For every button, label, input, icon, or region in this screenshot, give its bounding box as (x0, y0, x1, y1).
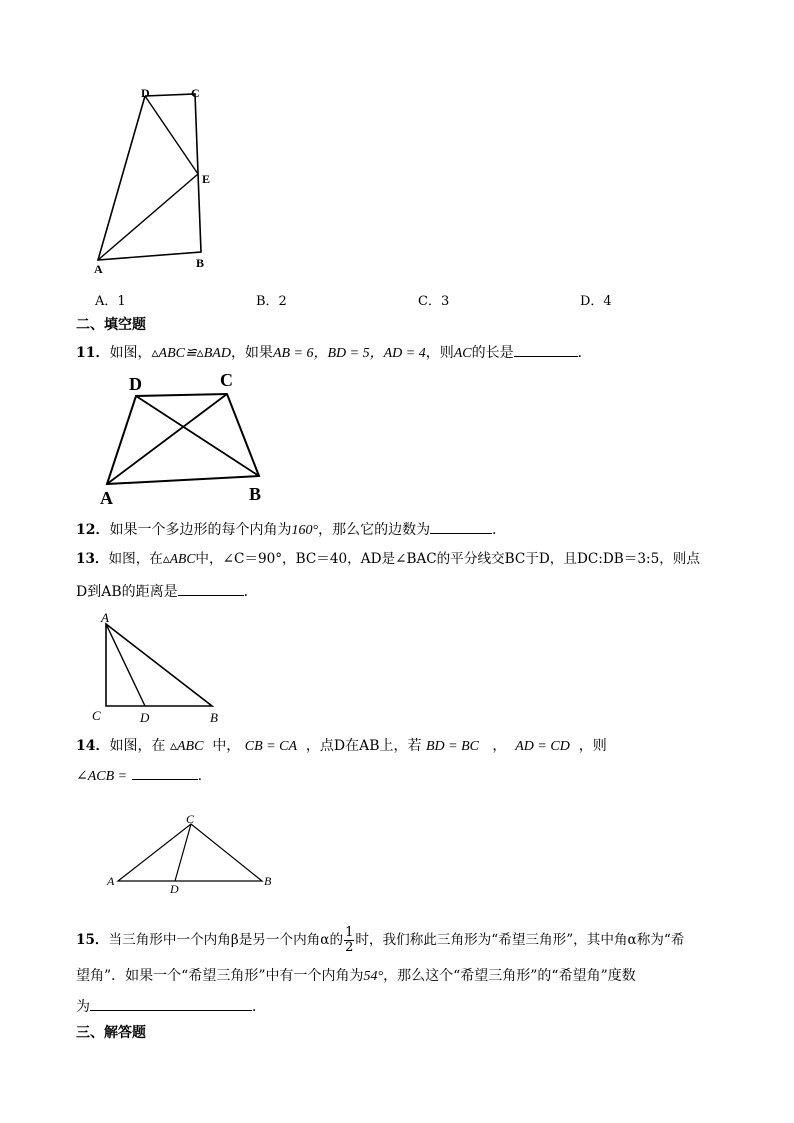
q11-text (76, 342, 592, 364)
q13-figure (90, 610, 230, 728)
q14-label-d: D (170, 882, 179, 896)
q14-label-a: A (107, 874, 115, 888)
q11-mid: ，如果 (230, 345, 273, 361)
q14-mid2: ，点D在AB上，若 (305, 738, 422, 754)
q14-outline (118, 824, 262, 881)
q10-label-c: C (191, 86, 200, 100)
q14-text-line2 (76, 765, 202, 787)
q11-pre: 如图， (109, 345, 152, 361)
q14-pre: 如图，在 (109, 738, 166, 754)
q13-answer-blank[interactable] (178, 581, 244, 596)
q10-segment-de (145, 96, 198, 174)
q11-label-c: C (220, 370, 233, 390)
q13-bisector-ad (106, 624, 145, 706)
q12-number: 12． (76, 522, 110, 538)
q15-text-line1 (76, 926, 684, 955)
q14-label-c: C (186, 812, 195, 826)
q12-pre: 如果一个多边形的每个内角为 (109, 522, 292, 538)
q11-post1: ，则 (425, 345, 454, 361)
q15-fraction-denominator: 2 (345, 940, 354, 955)
q11-label-b: B (249, 484, 262, 504)
q10-figure (88, 82, 218, 278)
q13-label-a: A (101, 610, 109, 625)
section-3-title: 三、解答题 (76, 1025, 146, 1041)
q13-right-triangle-diagram (90, 610, 230, 728)
section-2-title: 二、填空题 (76, 317, 146, 333)
q14-triangle-diagram (104, 812, 284, 896)
q11-outline (107, 394, 259, 484)
q15-answer-blank[interactable] (90, 996, 252, 1011)
q15-text2b: ，那么这个“希望三角形”的“希望角”度数 (383, 968, 636, 984)
q11-figure (92, 366, 278, 506)
q14-figure (104, 812, 284, 896)
q14-eq3: AD = CD (515, 739, 570, 754)
q15-angle: 54° (363, 969, 384, 984)
q10-option-a[interactable]: A．1 (95, 294, 126, 309)
q15-text2a: 望角”．如果一个“希望三角形”中有一个内角为 (76, 968, 364, 984)
q12-text (76, 519, 506, 541)
q11-end: ． (577, 345, 592, 361)
q14-answer-blank[interactable] (132, 765, 198, 780)
q11-conditions: AB = 6，BD = 5，AD = 4 (272, 346, 426, 361)
q14-mid3: ， (492, 738, 507, 754)
q10-option-d[interactable]: D．4 (580, 294, 612, 309)
q11-segment-ac (107, 394, 227, 484)
q15-end: ． (252, 999, 266, 1015)
q13-text1b: 中，∠C＝90°，BC＝40，AD是∠BAC的平分线交BC于D，且DC:DB＝3:5，则点 (195, 551, 700, 567)
q15-text1a: 当三角形中一个内角β是另一个内角α的 (108, 932, 344, 948)
q11-label-d: D (129, 374, 142, 394)
q15-text1b: 时，我们称此三角形为“希望三角形”，其中角α称为“希 (355, 932, 685, 948)
q13-label-b: B (210, 710, 218, 725)
q15-fraction-numerator: 1 (345, 925, 354, 940)
q11-segment-bd (136, 396, 259, 476)
q14-triangle: ▵ABC (169, 739, 204, 754)
q14-eq1: CB = CA (244, 739, 297, 754)
q12-angle: 160° (291, 523, 319, 538)
q11-answer-blank[interactable] (514, 342, 578, 357)
q13-label-d: D (140, 710, 150, 725)
q13-text2: D到AB的距离是 (76, 584, 178, 600)
q15-number: 15． (76, 932, 109, 948)
q12-end: ． (492, 522, 507, 538)
q10-quadrilateral-diagram (88, 82, 218, 278)
q12-answer-blank[interactable] (430, 519, 492, 534)
q13-text-line1 (76, 549, 700, 569)
q15-text-line3 (76, 996, 266, 1017)
q11-label-a: A (100, 488, 113, 506)
q12-post: ，那么它的边数为 (318, 522, 431, 538)
q10-label-b: B (196, 256, 205, 270)
q13-number: 13． (76, 551, 109, 567)
q14-ask: ∠ACB = (76, 769, 128, 784)
q14-end: . (197, 768, 203, 784)
q10-label-e: E (202, 172, 211, 186)
q10-outline (98, 94, 201, 260)
q10-label-d: D (141, 86, 150, 100)
q13-end: ． (243, 584, 258, 600)
q10-option-c[interactable]: C．3 (418, 294, 450, 309)
q11-triangle-diagram (92, 366, 278, 506)
q14-text-line1 (76, 736, 607, 757)
q14-number: 14． (76, 738, 110, 754)
q11-congruence: ▵ABC≌▵BAD (151, 346, 231, 361)
q15-text3: 为 (76, 999, 90, 1015)
q15-fraction (344, 926, 354, 955)
q13-triangle: ▵ABC (162, 551, 196, 566)
q14-segment-cd (175, 824, 191, 881)
q10-segment-ae (98, 174, 198, 260)
q11-number: 11． (76, 345, 110, 361)
q11-post2: 的长是 (471, 345, 514, 361)
q11-ac: AC (453, 346, 472, 361)
q14-mid1: 中， (212, 738, 241, 754)
q13-label-c: C (92, 708, 101, 723)
q10-option-b[interactable]: B．2 (256, 294, 287, 309)
q14-eq2: BD = BC (425, 739, 479, 754)
q15-text-line2 (76, 966, 636, 987)
q14-label-b: B (264, 874, 272, 888)
q10-label-a: A (94, 262, 103, 276)
q14-mid4: ，则 (578, 738, 607, 754)
q13-text1a: 如图，在 (108, 551, 163, 567)
q13-outline (106, 624, 212, 706)
q13-text-line2 (76, 581, 258, 602)
